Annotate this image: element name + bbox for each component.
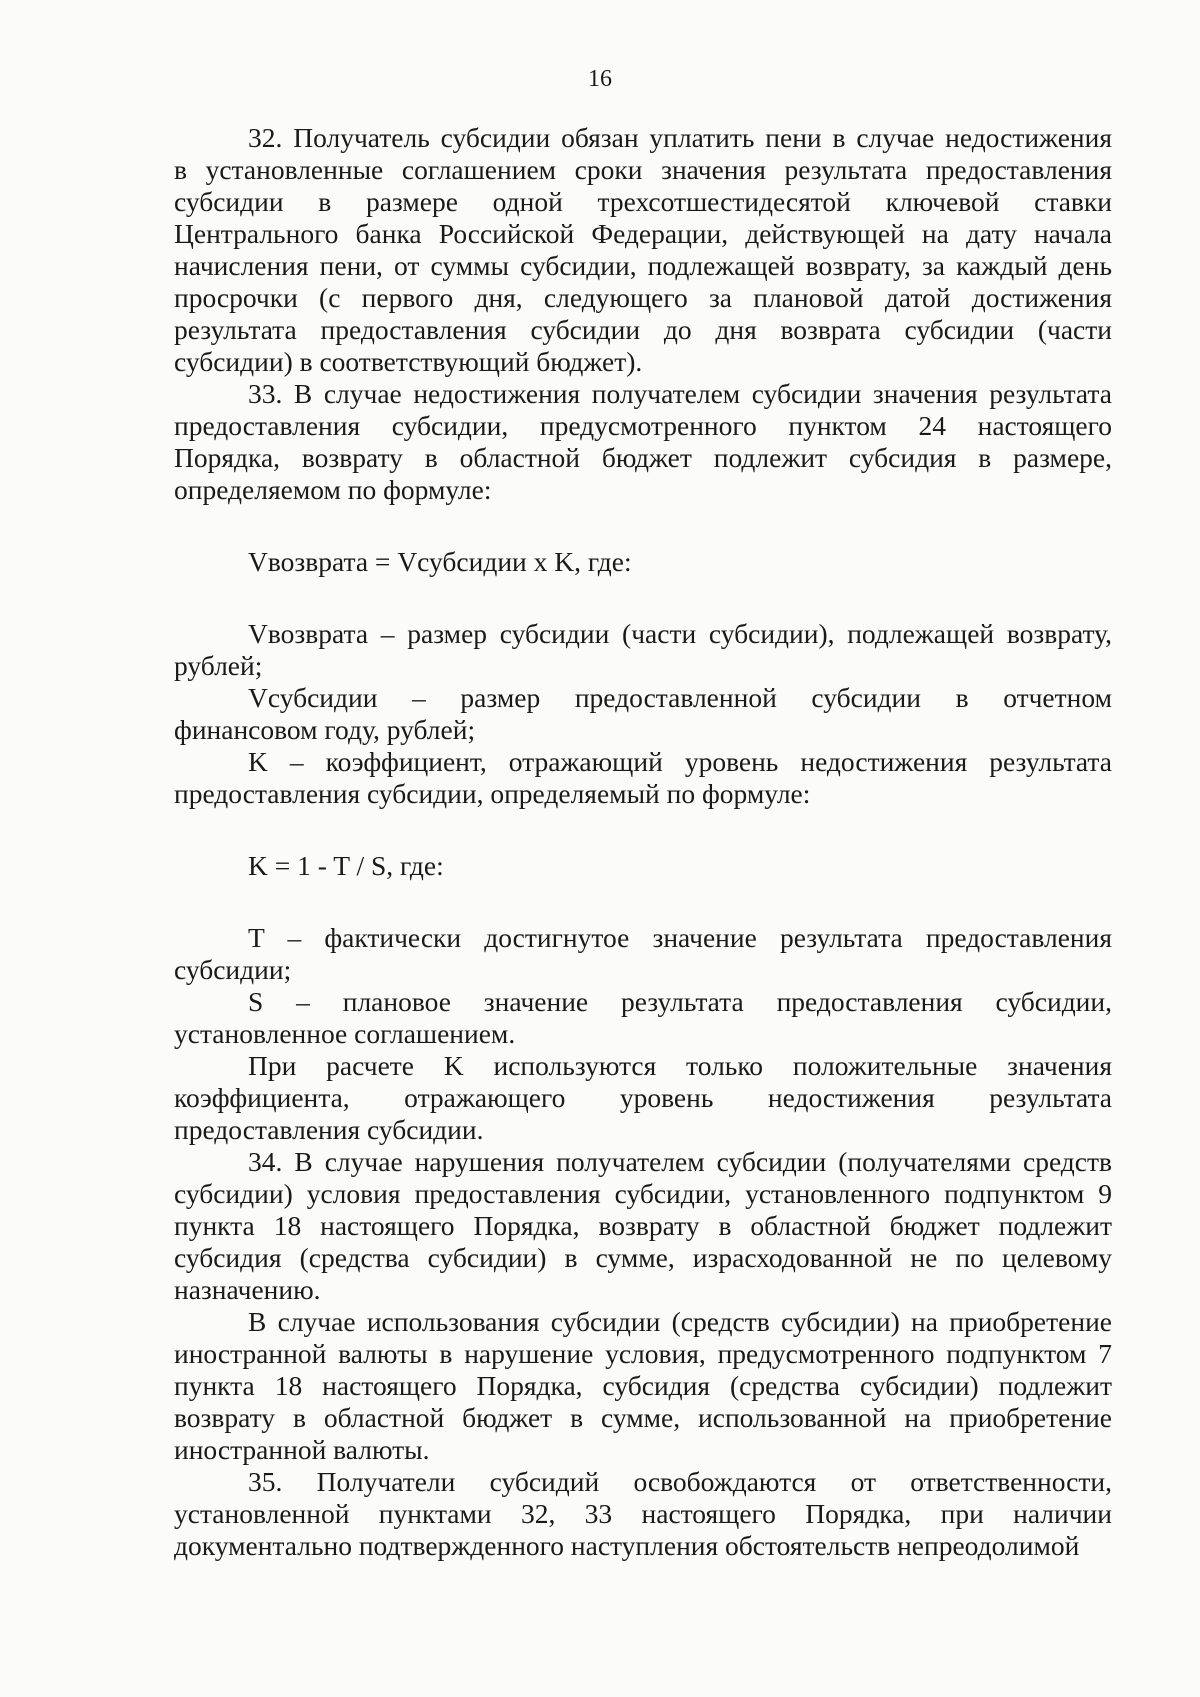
definition-v-return: [174, 618, 1112, 682]
text-line: 32. Получатель субсидии обязан уплатить пени в случае недостижения: [248, 122, 1112, 153]
definition-k: [174, 746, 1112, 810]
text-line: финансовом году, рублей;: [174, 714, 476, 745]
text-line: установленное соглашением.: [174, 1018, 516, 1049]
text-line: субсидии в размере одной трехсотшестидесятой ключевой ставки: [174, 186, 1112, 217]
text-line: субсидии;: [174, 954, 292, 985]
text-line: возврату в областной бюджет в сумме, использованной на приобретение: [174, 1402, 1112, 1433]
text-line: предоставления субсидии, определяемый по формуле:: [174, 778, 811, 809]
text-line: Центрального банка Российской Федерации, действующей на дату начала: [174, 218, 1112, 249]
text-line: пункта 18 настоящего Порядка, субсидия (средства субсидии) подлежит: [174, 1370, 1112, 1401]
formula-return-amount: Vвозврата = Vсубсидии x K, где:: [248, 546, 632, 577]
text-line: T – фактически достигнутое значение результата предоставления: [248, 922, 1112, 953]
text-line: В случае использования субсидии (средств субсидии) на приобретение: [248, 1306, 1112, 1337]
text-line: документально подтвержденного наступления обстоятельств непреодолимой: [174, 1530, 1080, 1561]
definition-s: [174, 986, 1112, 1050]
text-line: 34. В случае нарушения получателем субсидии (получателями средств: [248, 1146, 1112, 1177]
text-line: рублей;: [174, 650, 263, 681]
text-line: субсидия (средства субсидии) в сумме, израсходованной не по целевому: [174, 1242, 1112, 1273]
paragraph-34: [174, 1146, 1112, 1306]
text-line: 33. В случае недостижения получателем субсидии значения результата: [248, 378, 1112, 409]
text-line: S – плановое значение результата предоставления субсидии,: [248, 986, 1112, 1017]
text-line: субсидии) условия предоставления субсидии, установленного подпунктом 9: [174, 1178, 1112, 1209]
text-line: начисления пени, от суммы субсидии, подлежащей возврату, за каждый день: [174, 250, 1112, 281]
text-line: установленной пунктами 32, 33 настоящего Порядка, при наличии: [174, 1498, 1112, 1529]
text-line: Vвозврата – размер субсидии (части субсидии), подлежащей возврату,: [248, 618, 1112, 649]
document-body: [174, 122, 1112, 1562]
text-line: определяемом по формуле:: [174, 474, 492, 505]
text-line: Порядка, возврату в областной бюджет подлежит субсидия в размере,: [174, 442, 1112, 473]
definition-t: [174, 922, 1112, 986]
paragraph-34-currency: [174, 1306, 1112, 1466]
definition-v-subsidy: [174, 682, 1112, 746]
text-line: Vсубсидии – размер предоставленной субсидии в отчетном: [248, 682, 1112, 713]
text-line: пункта 18 настоящего Порядка, возврату в областной бюджет подлежит: [174, 1210, 1112, 1241]
text-line: иностранной валюты в нарушение условия, предусмотренного подпунктом 7: [174, 1338, 1112, 1369]
text-line: коэффициента, отражающего уровень недостижения результата: [174, 1082, 1112, 1113]
text-line: предоставления субсидии.: [174, 1114, 484, 1145]
formula-k: K = 1 - T / S, где:: [248, 850, 444, 881]
text-line: предоставления субсидии, предусмотренного пунктом 24 настоящего: [174, 410, 1112, 441]
paragraph-35: [174, 1466, 1112, 1562]
paragraph-33: [174, 378, 1112, 506]
text-line: в установленные соглашением сроки значения результата предоставления: [174, 154, 1112, 185]
text-line: 35. Получатели субсидий освобождаются от ответственности,: [248, 1466, 1112, 1497]
text-line: назначению.: [174, 1274, 321, 1305]
text-line: субсидии) в соответствующий бюджет).: [174, 346, 643, 377]
text-line: иностранной валюты.: [174, 1434, 430, 1465]
text-line: просрочки (с первого дня, следующего за плановой датой достижения: [174, 282, 1112, 313]
text-line: результата предоставления субсидии до дня возврата субсидии (части: [174, 314, 1112, 345]
k-calculation-note: [174, 1050, 1112, 1146]
paragraph-32: [174, 122, 1112, 378]
page-number: 16: [588, 66, 612, 92]
text-line: K – коэффициент, отражающий уровень недостижения результата: [248, 746, 1112, 777]
text-line: При расчете K используются только положительные значения: [248, 1050, 1112, 1081]
